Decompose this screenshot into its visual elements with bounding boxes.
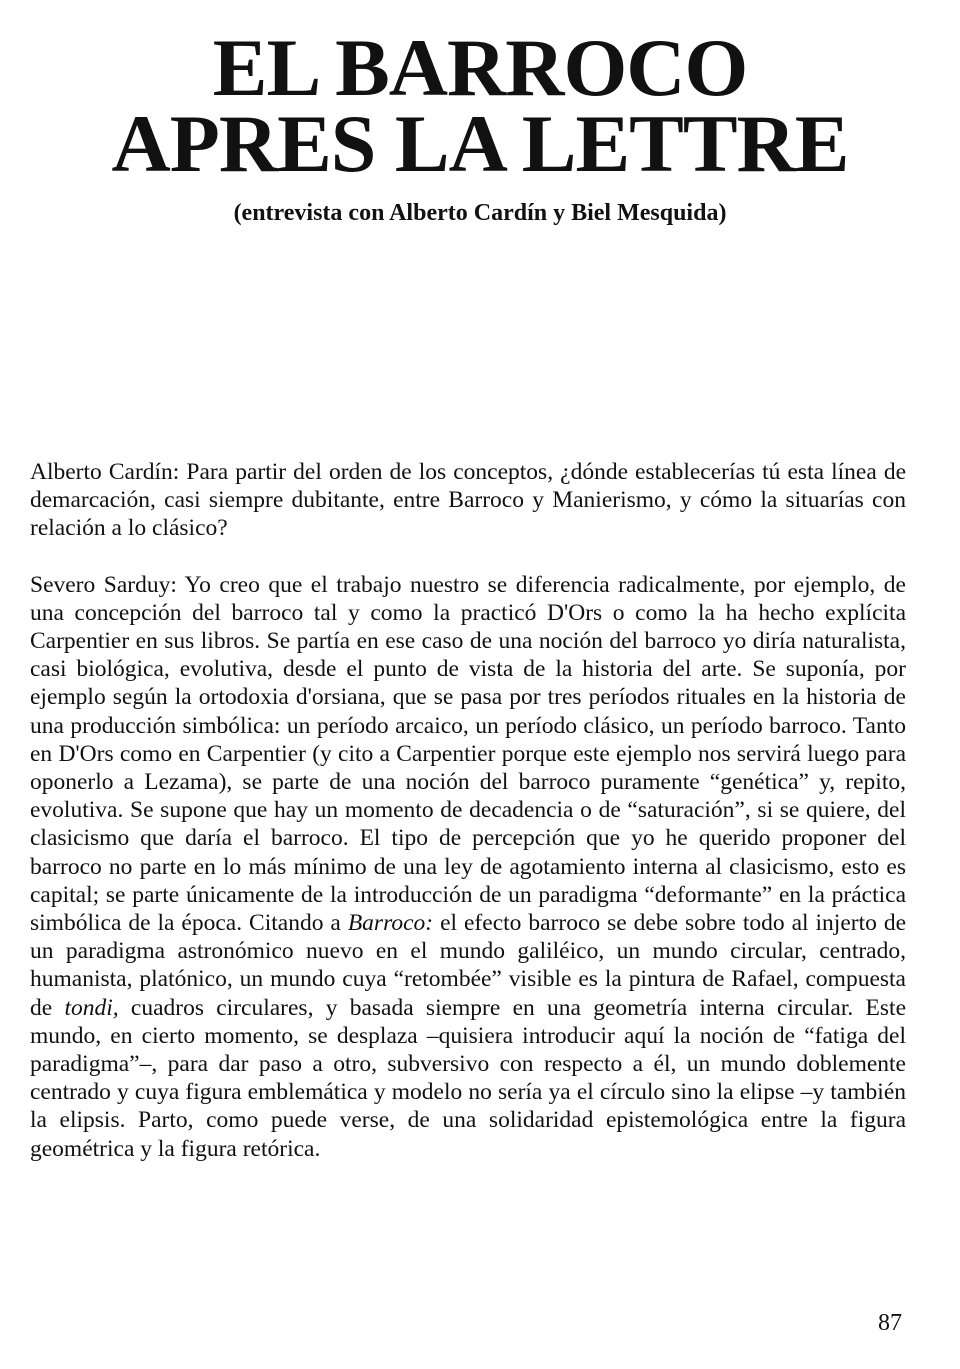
paragraph-text-a: Yo creo que el trabajo nuestro se diferencia radicalmente, por ejemplo, de una concepción del barroco tal y como la practicó D'Ors o como la ha hecho explícita Carpentier en sus libros. Se partía en ese caso de una noción del barroco yo diría naturalista, casi biológica, evolutiva, desde el punto de vista de la historia del arte. Se suponía, por ejemplo según la ortodoxia d'orsiana, que se pasa por tres períodos rituales en la historia de una producción simbólica: un período arcaico, un período clásico, un período barroco. Tanto en D'Ors como en Carpentier (y cito a Carpentier porque este ejemplo nos servirá luego para oponerlo a Lezama), se parte de una noción del barroco puramente “genética” y, repito, evolutiva. Se supone que hay un momento de decadencia o de “saturación”, si se quiere, del clasicismo que daría el barroco. El tipo de percepción que yo he querido proponer del barroco no parte en lo más mínimo de una ley de agotamiento interna al clasicismo, esto es capital; se parte únicamente de la introducción de un paradigma “deformante” en la práctica simbólica de la época. Citando a: [30, 571, 906, 937]
article-subtitle: (entrevista con Alberto Cardín y Biel Mesquida): [233, 200, 727, 226]
paragraph-sarduy: [30, 571, 906, 1163]
speaker-name: Alberto Cardín:: [30, 459, 180, 485]
speaker-name: Severo Sarduy:: [30, 571, 177, 598]
page-number: 87: [878, 1310, 902, 1336]
paragraph-text-c: el efecto barroco se debe sobre todo al injerto de un paradigma astronómico nuevo en el mundo galiléico, un mundo circular, centrado, humanista, platónico, un mundo cuya “retombée” visible es la pintura de Rafael, compuesta de: [30, 910, 906, 1021]
italic-barroco: Barroco:: [347, 910, 434, 937]
paragraph-cardin: [30, 458, 906, 543]
paragraph-text-e: cuadros circulares, y basada siempre en una geometría interna circular. Este mundo, en cierto momento, se desplaza –quisiera introducir aquí la noción de “fatiga del paradigma”–, para dar paso a otro, subversivo con respecto a él, un mundo doblemente centrado y cuya figura emblemática y modelo no sería ya el círculo sino la elipse –y también la elipsis. Parto, como puede verse, de una solidaridad epistemológica entre la figura geométrica y la figura retórica.: [30, 994, 906, 1162]
article-title: [0, 22, 960, 189]
italic-tondi: tondi,: [64, 994, 119, 1021]
title-line-1: EL BARROCO: [212, 22, 748, 113]
title-line-2: APRES LA LETTRE: [111, 98, 849, 189]
article-body: [30, 458, 906, 1191]
paragraph-text: Para partir del orden de los conceptos, ¿dónde establecerías tú esta línea de demarcación, casi siempre dubitante, entre Barroco y Manierismo, y cómo la situarías con relación a lo clásico?: [30, 459, 906, 542]
